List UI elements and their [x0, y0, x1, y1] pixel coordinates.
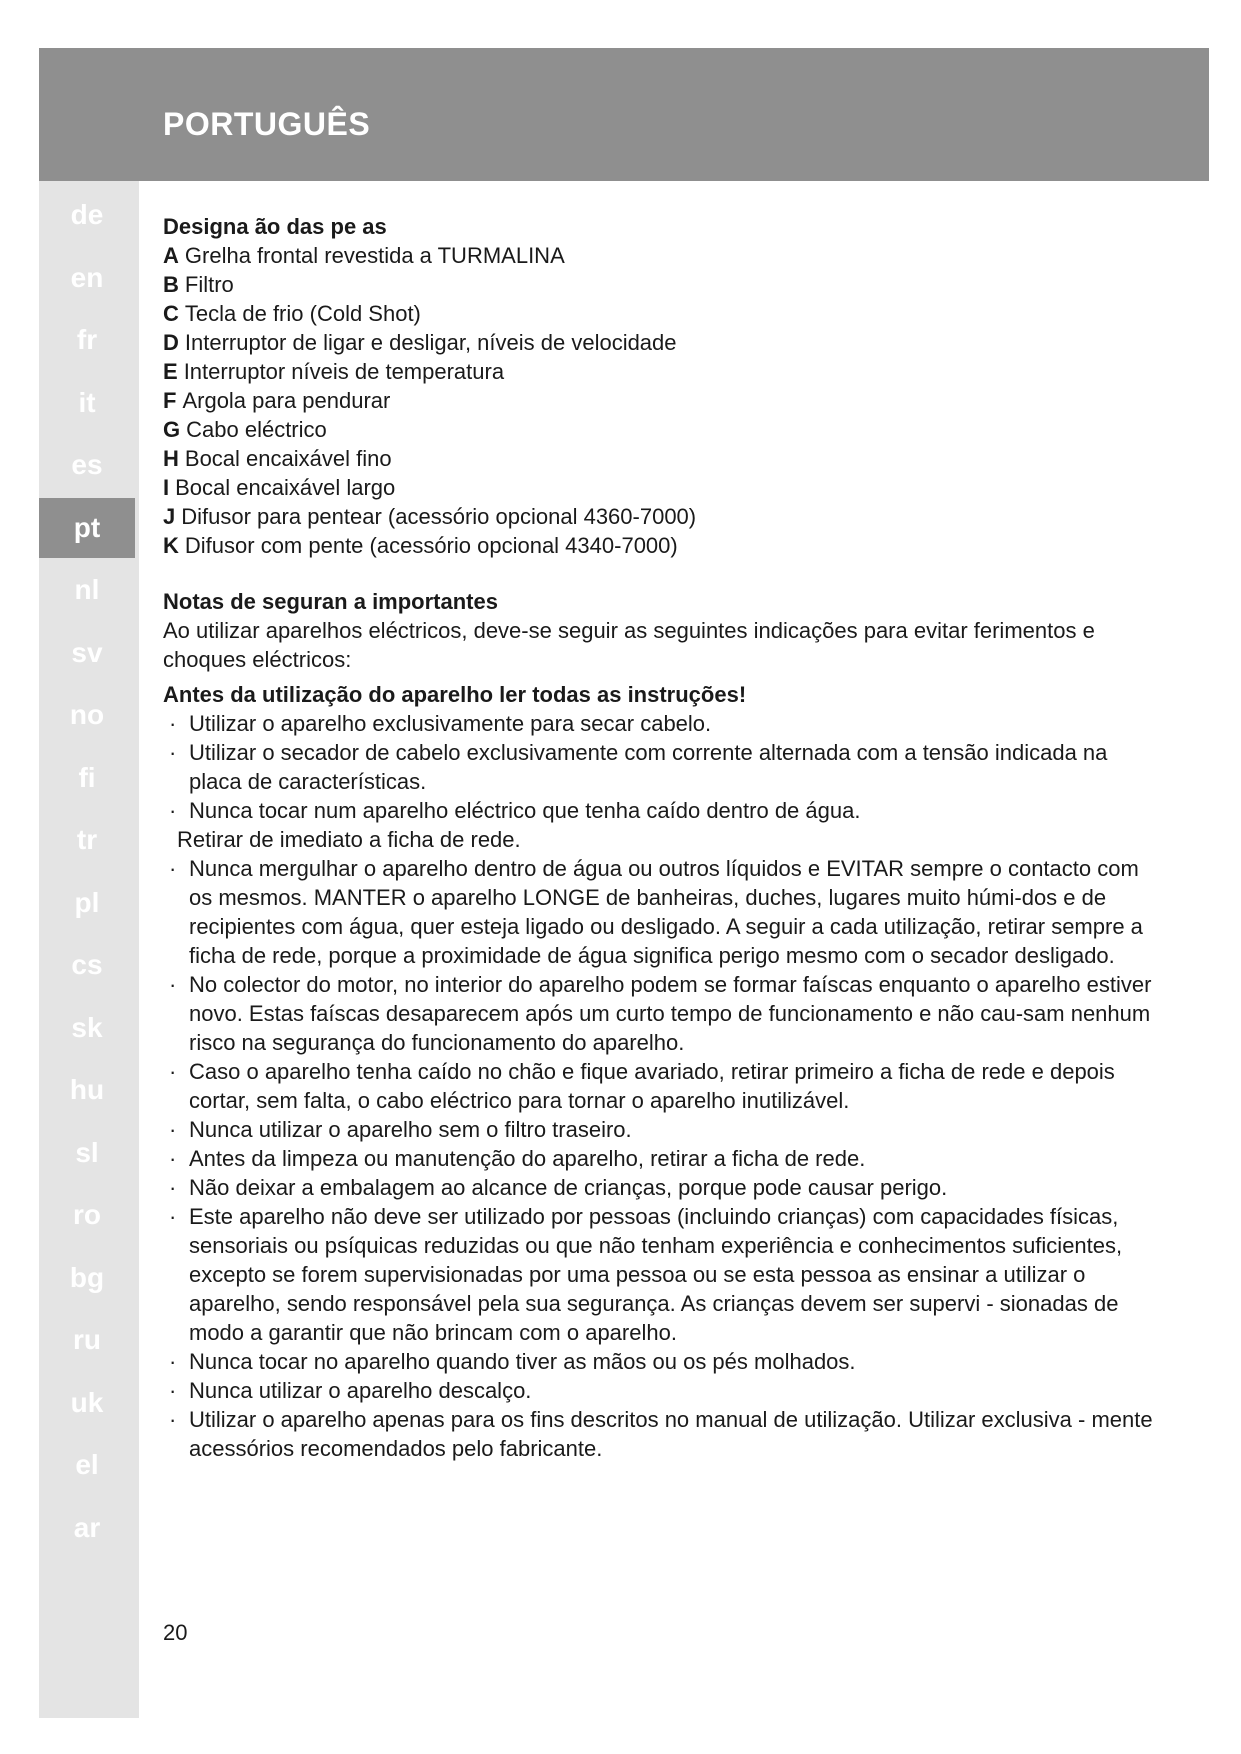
safety-item: [163, 1202, 1163, 1347]
part-letter: J: [163, 504, 176, 529]
part-item: [163, 357, 1163, 386]
language-tab-pl[interactable]: pl: [74, 886, 100, 918]
bullet-icon: ·: [169, 1407, 177, 1432]
parts-title: Designa ão das pe as: [163, 214, 387, 239]
bullet-icon: ·: [169, 798, 177, 823]
part-letter: C: [163, 301, 179, 326]
safety-item-text: Nunca utilizar o aparelho sem o filtro traseiro.: [189, 1117, 632, 1142]
part-item: [163, 241, 1163, 270]
language-tab-fi[interactable]: fi: [78, 761, 96, 793]
part-text: Cabo eléctrico: [186, 417, 327, 442]
page-header: [39, 48, 1209, 181]
part-text: Difusor com pente (acessório opcional 4340-7000): [184, 533, 678, 558]
safety-item-text: Utilizar o secador de cabelo exclusivamente com corrente alternada com a tensão indicada na placa de características.: [189, 740, 1108, 794]
part-item: [163, 386, 1163, 415]
safety-subtitle: Antes da utilização do aparelho ler todas as instruções!: [163, 682, 747, 707]
safety-item: [163, 1405, 1163, 1463]
language-sidebar: [39, 181, 139, 1718]
part-item: [163, 415, 1163, 444]
language-tab-it[interactable]: it: [78, 386, 96, 418]
safety-item: [163, 970, 1163, 1057]
part-letter: I: [163, 475, 170, 500]
safety-item-text: No colector do motor, no interior do aparelho podem se formar faíscas enquanto o aparelho estiver novo. Estas faíscas desaparecem após um curto tempo de funcionamento e não cau-sam nenhum risco na segurança do funcionamento do aparelho.: [189, 972, 1152, 1055]
safety-item-text: Utilizar o aparelho apenas para os fins descritos no manual de utilização. Utilizar exclusiva - mente acessórios recomendados pelo fabricante.: [189, 1407, 1153, 1461]
bullet-icon: ·: [169, 856, 177, 881]
safety-item-text: Não deixar a embalagem ao alcance de crianças, porque pode causar perigo.: [189, 1175, 948, 1200]
language-tab-el[interactable]: el: [75, 1449, 99, 1480]
safety-item-text: Nunca utilizar o aparelho descalço.: [189, 1378, 532, 1403]
safety-item-text: Este aparelho não deve ser utilizado por pessoas (incluindo crianças) com capacidades físicas, sensoriais ou psíquicas reduzidas ou que não tenham experiência e conhecimentos suficientes, excepto se forem supervisionadas por uma pessoa ou se esta pessoa as ensinar a utilizar o aparelho, sendo responsável pela sua segurança. As crianças devem ser supervi - sionadas de modo a garantir que não brincam com o aparelho.: [189, 1204, 1123, 1345]
unplug-note: Retirar de imediato a ficha de rede.: [177, 827, 521, 852]
language-tab-sk[interactable]: sk: [71, 1011, 103, 1043]
safety-item: [163, 1173, 1163, 1202]
safety-item: [163, 796, 1163, 825]
part-text: Interruptor níveis de temperatura: [183, 359, 505, 384]
part-text: Difusor para pentear (acessório opcional 4360-7000): [181, 504, 697, 529]
language-tab-ar[interactable]: ar: [73, 1511, 101, 1543]
safety-item-text: Utilizar o aparelho exclusivamente para secar cabelo.: [189, 711, 712, 736]
language-tab-sl[interactable]: sl: [75, 1136, 99, 1168]
part-item: [163, 502, 1163, 531]
bullet-icon: ·: [169, 1146, 177, 1171]
part-item: [163, 444, 1163, 473]
bullet-icon: ·: [169, 1117, 177, 1142]
part-letter: G: [163, 417, 181, 442]
language-tab-cs[interactable]: cs: [71, 949, 103, 980]
page-title: PORTUGUÊS: [163, 106, 371, 142]
part-text: Filtro: [184, 272, 234, 297]
bullet-icon: ·: [169, 711, 177, 736]
part-text: Grelha frontal revestida a TURMALINA: [184, 243, 565, 268]
part-letter: H: [163, 446, 179, 471]
safety-list: [163, 709, 1163, 1463]
part-text: Bocal encaixável fino: [184, 446, 392, 471]
bullet-icon: ·: [169, 1059, 177, 1084]
safety-item-text: Caso o aparelho tenha caído no chão e fique avariado, retirar primeiro a ficha de rede e depois cortar, sem falta, o cabo eléctrico para tornar o aparelho inutilizável.: [189, 1059, 1115, 1113]
language-tab-tr[interactable]: tr: [76, 824, 98, 855]
language-tab-hu[interactable]: hu: [69, 1074, 105, 1105]
language-tab-pt[interactable]: pt: [39, 498, 135, 558]
bullet-icon: ·: [169, 1175, 177, 1200]
bullet-icon: ·: [169, 1349, 177, 1374]
part-text: Argola para pendurar: [182, 388, 391, 413]
language-tab-sv[interactable]: sv: [71, 636, 103, 668]
part-letter: D: [163, 330, 179, 355]
safety-item-text: Nunca mergulhar o aparelho dentro de água ou outros líquidos e EVITAR sempre o contacto com os mesmos. MANTER o aparelho LONGE de banheiras, duches, lugares muito húmi-dos e de recipientes com água, quer esteja ligado ou desligado. A seguir a cada utilização, retirar sempre a ficha de rede, porque a proximidade de água significa perigo mesmo com o secador desligado.: [189, 856, 1143, 968]
language-tab-es[interactable]: es: [71, 449, 103, 480]
safety-intro: Ao utilizar aparelhos eléctricos, deve-se seguir as seguintes indicações para evitar ferimentos e choques eléctricos:: [163, 618, 1095, 672]
safety-item-text: Nunca tocar no aparelho quando tiver as mãos ou os pés molhados.: [189, 1349, 856, 1374]
safety-item: [163, 1144, 1163, 1173]
part-text: Tecla de frio (Cold Shot): [184, 301, 421, 326]
language-tab-en[interactable]: en: [70, 261, 104, 293]
part-text: Interruptor de ligar e desligar, níveis de velocidade: [184, 330, 677, 355]
part-letter: E: [163, 359, 178, 384]
safety-item: [163, 738, 1163, 796]
language-tab-ru[interactable]: ru: [73, 1324, 101, 1355]
part-text: Bocal encaixável largo: [175, 475, 396, 500]
language-tab-fr[interactable]: fr: [76, 324, 98, 355]
safety-item-text: Nunca tocar num aparelho eléctrico que tenha caído dentro de água.: [189, 798, 861, 823]
safety-item: [163, 709, 1163, 738]
safety-item: [163, 1376, 1163, 1405]
part-letter: B: [163, 272, 179, 297]
safety-title: Notas de seguran a importantes: [163, 589, 498, 614]
safety-item: [163, 854, 1163, 970]
part-item: [163, 328, 1163, 357]
safety-item-text: Antes da limpeza ou manutenção do aparelho, retirar a ficha de rede.: [189, 1146, 866, 1171]
safety-item: [163, 1347, 1163, 1376]
parts-list: [163, 241, 1163, 560]
part-letter: K: [163, 533, 179, 558]
language-tab-bg[interactable]: bg: [69, 1261, 105, 1293]
bullet-icon: ·: [169, 972, 177, 997]
bullet-icon: ·: [169, 1378, 177, 1403]
bullet-icon: ·: [169, 1204, 177, 1229]
part-letter: F: [163, 388, 177, 413]
page-number: 20: [163, 1620, 188, 1645]
part-item: [163, 473, 1163, 502]
language-tab-ro[interactable]: ro: [73, 1199, 101, 1230]
part-item: [163, 270, 1163, 299]
language-tab-nl[interactable]: nl: [74, 574, 100, 605]
language-tab-no[interactable]: no: [69, 699, 105, 730]
part-item: [163, 531, 1163, 560]
safety-item: [163, 1115, 1163, 1144]
main-content: [163, 212, 1163, 1463]
safety-item: [163, 1057, 1163, 1115]
part-letter: A: [163, 243, 179, 268]
bullet-icon: ·: [169, 740, 177, 765]
part-item: [163, 299, 1163, 328]
language-tab-de[interactable]: de: [70, 199, 104, 230]
language-tab-uk[interactable]: uk: [70, 1386, 104, 1418]
